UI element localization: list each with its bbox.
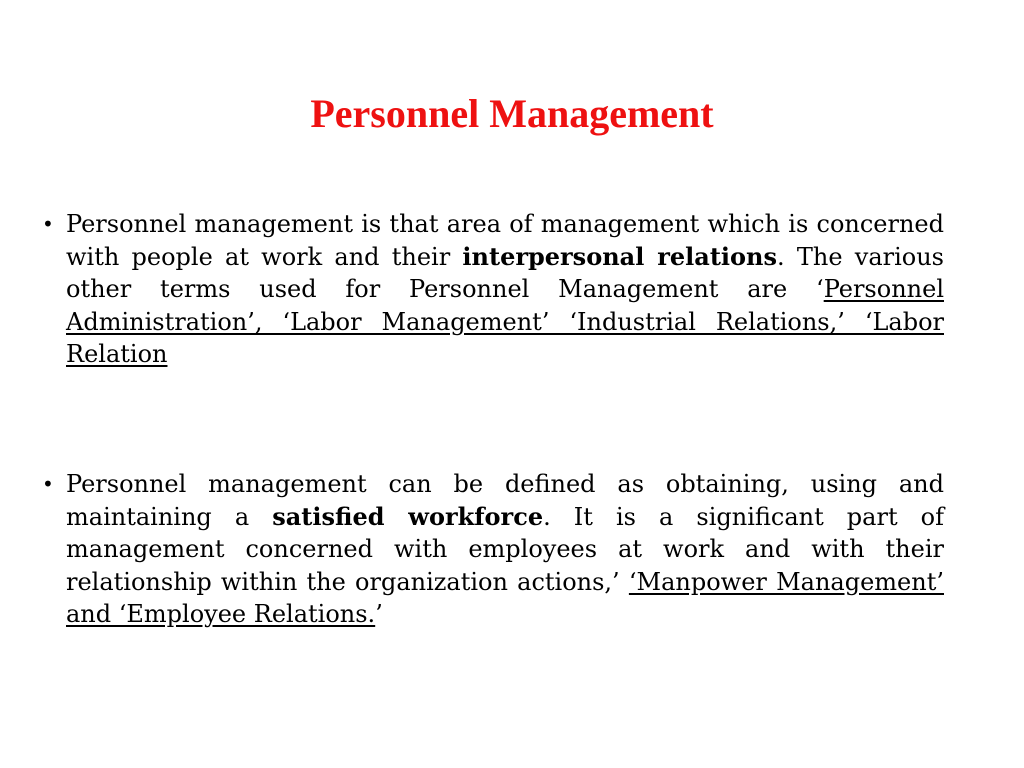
bullet-item-1 bbox=[42, 208, 944, 371]
bullet-2-text-part: Personnel management can be defined as obtaining, using and maintaining a bbox=[66, 470, 944, 531]
bullet-item-2 bbox=[42, 468, 944, 631]
bullet-1-bold-term: interpersonal relations bbox=[462, 241, 778, 271]
bullet-text-2 bbox=[66, 468, 944, 631]
bullet-2-text-part: ’ bbox=[375, 600, 383, 629]
bullet-2-bold-term: satisfied workforce bbox=[272, 501, 544, 531]
bullet-2-text-part: . It is a significant part of management concerned with employees at work and with their relationship within the organization actions,’ bbox=[66, 502, 944, 596]
bullet-1-underlined-terms: Personnel Administration’, ‘Labor Management’ ‘Industrial Relations,’ ‘Labor Relation bbox=[66, 275, 944, 369]
bullet-1-text-part: . The various other terms used for Personnel Management are ‘ bbox=[66, 242, 944, 304]
bullet-dot-icon: • bbox=[42, 472, 54, 496]
bullet-dot-icon: • bbox=[42, 212, 54, 236]
bullet-text-1 bbox=[66, 208, 944, 371]
slide-title: Personnel Management bbox=[310, 91, 714, 136]
bullet-2-underlined-terms: ‘Manpower Management’ and ‘Employee Relations. bbox=[66, 567, 944, 629]
bullet-1-text-part: Personnel management is that area of management which is concerned with people at work and their bbox=[66, 210, 944, 271]
